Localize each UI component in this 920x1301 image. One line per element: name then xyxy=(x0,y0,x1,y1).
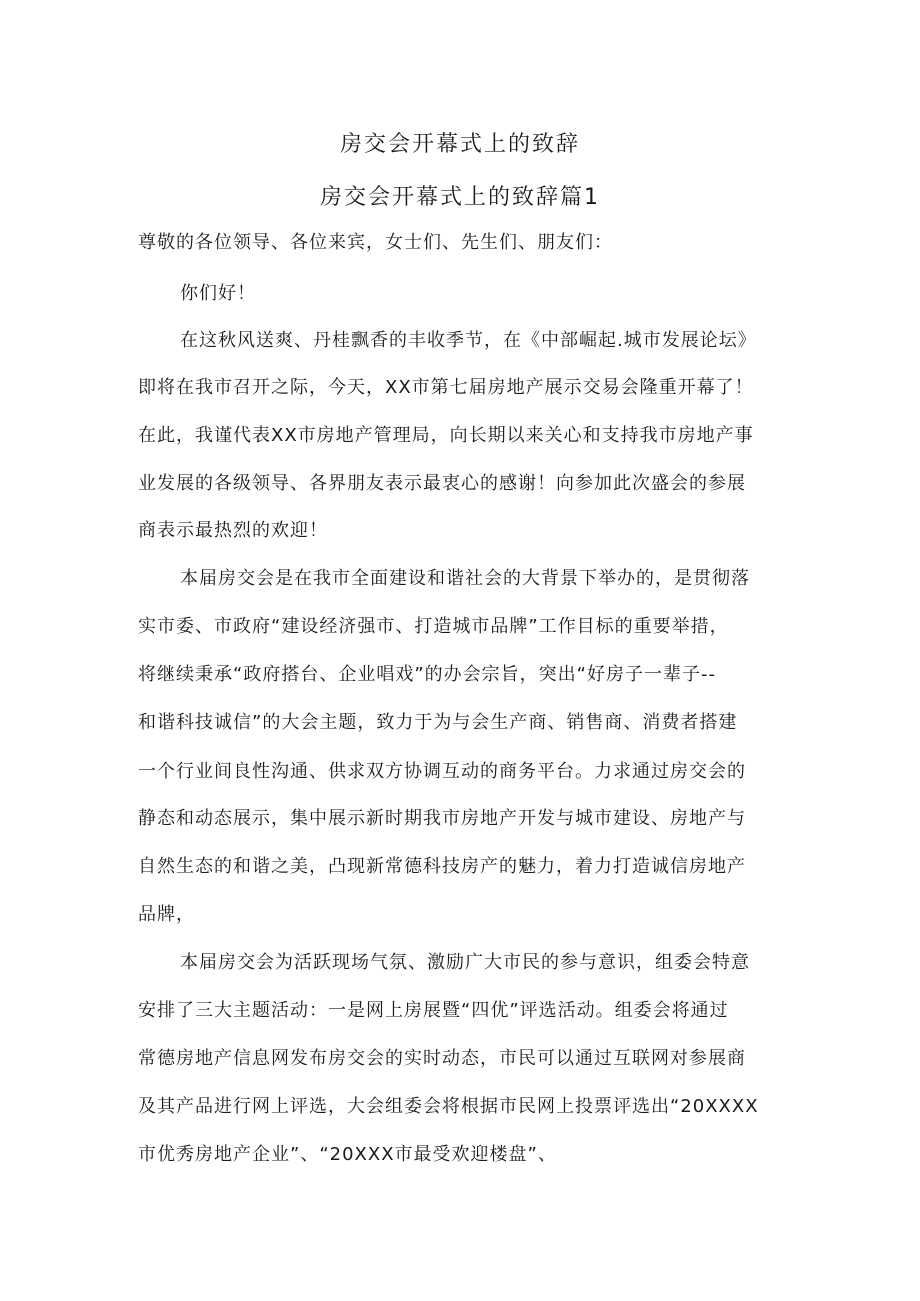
greeting-line: 你们好！ xyxy=(180,283,256,304)
paragraph-1-line-1: 在这秋风送爽、丹桂飘香的丰收季节，在《中部崛起.城市发展论坛》 xyxy=(180,330,757,351)
paragraph-1-line-4: 业发展的各级领导、各界朋友表示最衷心的感谢！向参加此次盛会的参展 xyxy=(138,473,746,494)
paragraph-3-line-2: 安排了三大主题活动：一是网上房展暨“四优”评选活动。组委会将通过 xyxy=(138,1000,729,1021)
paragraph-2-line-6: 静态和动态展示，集中展示新时期我市房地产开发与城市建设、房地产与 xyxy=(138,808,746,829)
paragraph-2-line-5: 一个行业间良性沟通、供求双方协调互动的商务平台。力求通过房交会的 xyxy=(138,761,746,782)
paragraph-3-line-3: 常德房地产信息网发布房交会的实时动态，市民可以通过互联网对参展商 xyxy=(138,1048,746,1069)
paragraph-1-line-3: 在此，我谨代表XX市房地产管理局，向长期以来关心和支持我市房地产事 xyxy=(138,425,754,446)
paragraph-2-line-3: 将继续秉承“政府搭台、企业唱戏”的办会宗旨，突出“好房子一辈子-- xyxy=(138,664,716,685)
paragraph-2-line-2: 实市委、市政府“建设经济强市、打造城市品牌”工作目标的重要举措， xyxy=(138,616,729,637)
paragraph-2-line-8: 品牌， xyxy=(138,904,195,925)
paragraph-3-line-1: 本届房交会为活跃现场气氛、激励广大市民的参与意识，组委会特意 xyxy=(180,952,750,973)
paragraph-2-line-7: 自然生态的和谐之美，凸现新常德科技房产的魅力，着力打造诚信房地产 xyxy=(138,856,746,877)
paragraph-2-line-4: 和谐科技诚信”的大会主题，致力于为与会生产商、销售商、消费者搭建 xyxy=(138,712,738,733)
paragraph-1-line-5: 商表示最热烈的欢迎！ xyxy=(138,520,328,541)
paragraph-3-line-5: 市优秀房地产企业”、“20XXX市最受欢迎楼盘”、 xyxy=(138,1144,557,1165)
salutation-line: 尊敬的各位领导、各位来宾，女士们、先生们、朋友们： xyxy=(138,232,613,253)
document-title: 房交会开幕式上的致辞 xyxy=(339,132,580,157)
paragraph-2-line-1: 本届房交会是在我市全面建设和谐社会的大背景下举办的，是贯彻落 xyxy=(180,568,750,589)
document-subtitle: 房交会开幕式上的致辞篇1 xyxy=(320,185,600,210)
paragraph-1-line-2: 即将在我市召开之际，今天，XX市第七届房地产展示交易会隆重开幕了！ xyxy=(138,377,754,398)
paragraph-3-line-4: 及其产品进行网上评选，大会组委会将根据市民网上投票评选出“20XXXX xyxy=(138,1096,759,1117)
